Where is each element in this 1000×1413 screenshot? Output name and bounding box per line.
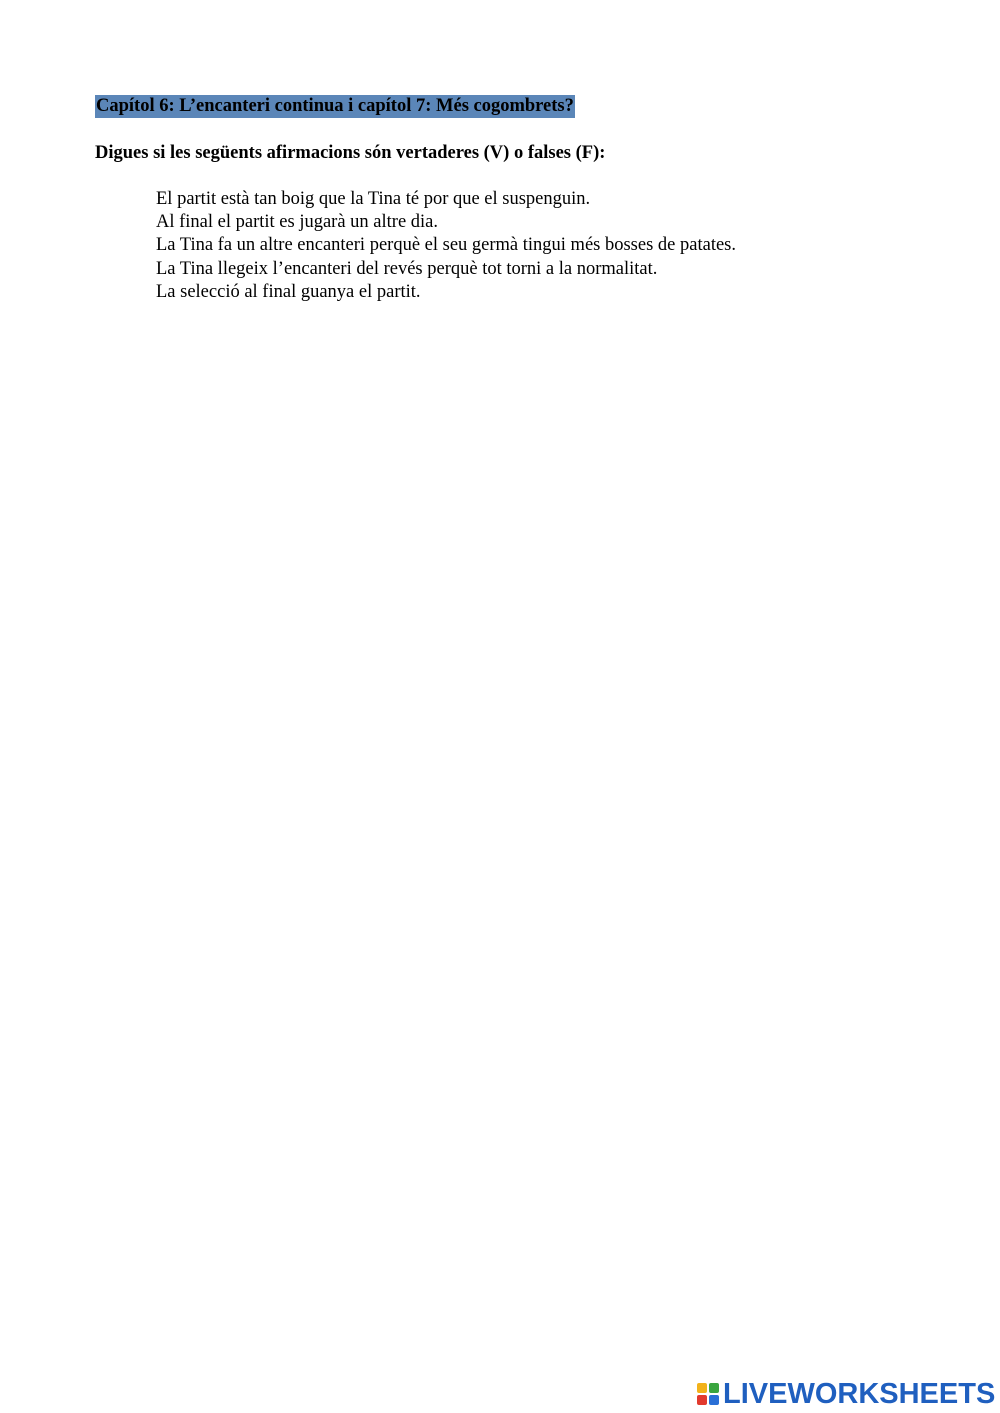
chapter-title: Capítol 6: L’encanteri continua i capítol 7: Més cogombrets?	[96, 96, 574, 116]
statement-item: El partit està tan boig que la Tina té por que el suspenguin.	[156, 189, 591, 209]
statement-item: Al final el partit es jugarà un altre dia.	[156, 212, 439, 233]
liveworksheets-brand	[697, 1378, 995, 1410]
statement-item: La selecció al final guanya el partit.	[156, 281, 421, 302]
logo-tile	[697, 1383, 707, 1393]
statement-item: La Tina fa un altre encanteri perquè el seu germà tingui més bosses de patates.	[156, 235, 736, 256]
statement-list	[156, 188, 736, 304]
brand-wordmark: LIVEWORKSHEETS	[723, 1378, 996, 1410]
statement-item: La Tina llegeix l’encanteri del revés perquè tot torni a la normalitat.	[156, 258, 658, 279]
logo-tile	[697, 1395, 707, 1405]
logo-tile	[709, 1395, 719, 1405]
liveworksheets-logo-icon	[697, 1383, 719, 1405]
instruction-text: Digues si les següents afirmacions són vertaderes (V) o falses (F):	[95, 143, 606, 163]
logo-tile	[709, 1383, 719, 1393]
